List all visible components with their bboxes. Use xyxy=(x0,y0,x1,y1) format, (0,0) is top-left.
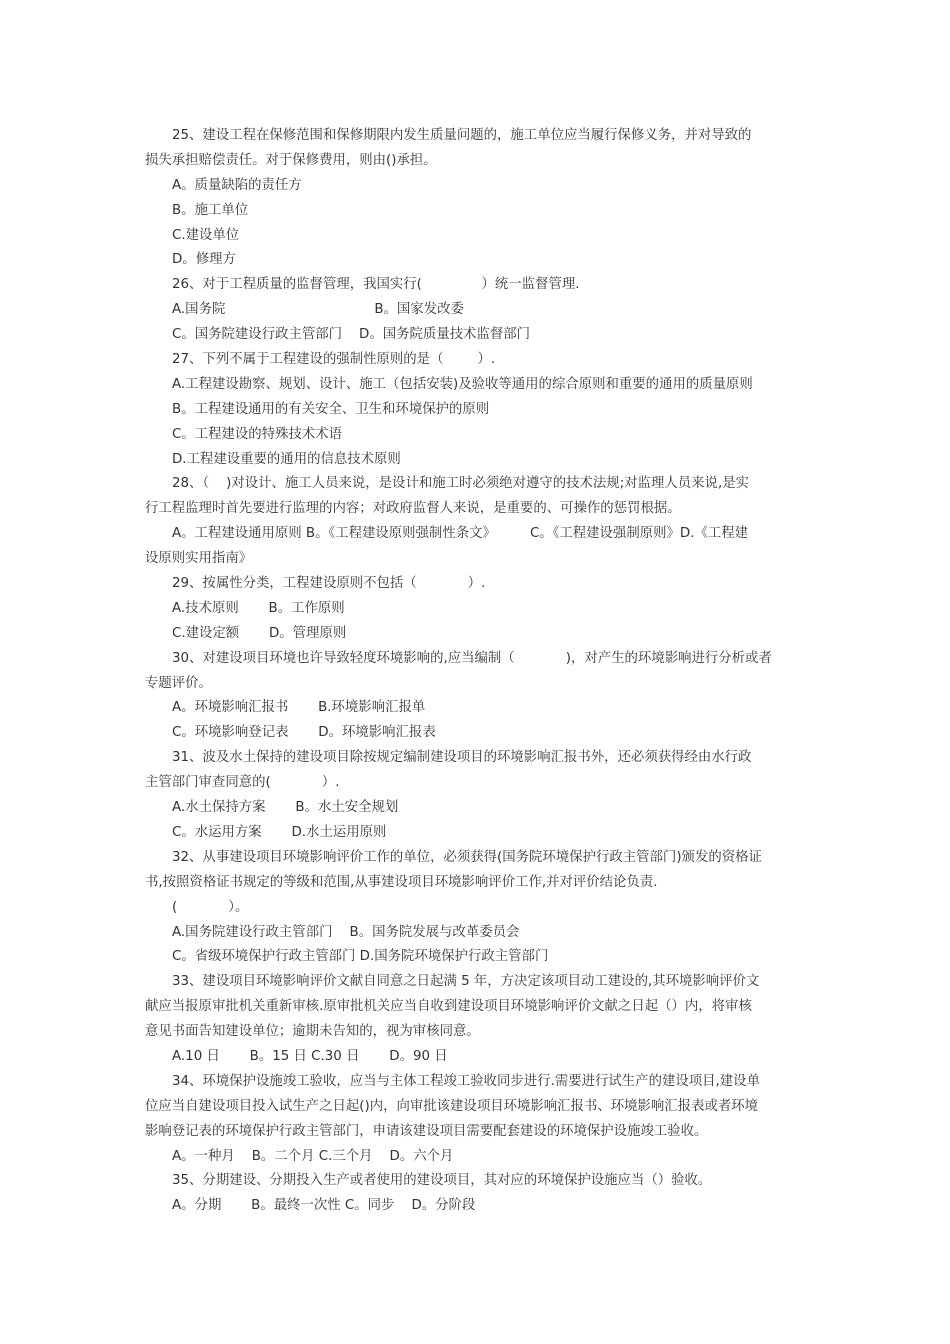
text-line: A.国务院建设行政主管部门 B。国务院发展与改革委员会 xyxy=(172,924,520,940)
text-line: 设原则实用指南》 xyxy=(145,551,253,567)
text-line: 31、波及水土保持的建设项目除按规定编制建设项目的环境影响汇报书外，还必须获得经由水行政 xyxy=(172,750,752,766)
text-line: 33、建设项目环境影响评价文献自同意之日起满 5 年，方决定该项目动工建设的,其环境影响评价文 xyxy=(172,974,760,990)
text-line: A。质量缺陷的责任方 xyxy=(172,177,302,193)
text-line: C。环境影响登记表 D。环境影响汇报表 xyxy=(172,725,436,741)
text-line: 书,按照资格证书规定的等级和范围,从事建设项目环境影响评价工作,并对评价结论负责. xyxy=(145,874,658,890)
text-line: 献应当报原审批机关重新审核.原审批机关应当自收到建设项目环境影响评价文献之日起（）内，将审核 xyxy=(145,999,752,1015)
text-line: 损失承担赔偿责任。对于保修费用，则由()承担。 xyxy=(145,152,437,168)
text-line: 32、从事建设项目环境影响评价工作的单位，必须获得(国务院环境保护行政主管部门)颁发的资格证 xyxy=(172,849,762,865)
text-line: 行工程监理时首先要进行监理的内容；对政府监督人来说，是重要的、可操作的惩罚根据。 xyxy=(145,501,681,517)
text-line: 28、（ )对设计、施工人员来说，是设计和施工时必须绝对遵守的技术法规;对监理人员来说,是实 xyxy=(172,476,749,492)
text-line: B。工程建设通用的有关安全、卫生和环境保护的原则 xyxy=(172,401,490,417)
text-line: 主管部门审查同意的( ）. xyxy=(145,775,340,791)
text-line: B。施工单位 xyxy=(172,202,249,218)
text-line: C.建设单位 xyxy=(172,227,240,243)
text-line: C。国务院建设行政主管部门 D。国务院质量技术监督部门 xyxy=(172,327,531,343)
text-line: A。一种月 B。二个月 C.三个月 D。六个月 xyxy=(172,1148,454,1164)
text-line: A。环境影响汇报书 B.环境影响汇报单 xyxy=(172,700,426,716)
text-line: 34、环境保护设施竣工验收，应当与主体工程竣工验收同步进行.需要进行试生产的建设项目,建设单 xyxy=(172,1073,760,1089)
text-line: 专题评价。 xyxy=(145,675,212,691)
text-line: 影响登记表的环境保护行政主管部门，申请该建设项目需要配套建设的环境保护设施竣工验收。 xyxy=(145,1123,708,1139)
text-line: C。工程建设的特殊技术术语 xyxy=(172,426,343,442)
text-line: 26、对于工程质量的监督管理，我国实行( ）统一监督管理. xyxy=(172,277,580,293)
text-line: 30、对建设项目环境也许导致轻度环境影响的,应当编制（ )，对产生的环境影响进行分析或者 xyxy=(172,650,772,666)
document-page xyxy=(145,124,810,1219)
text-line: A.工程建设勘察、规划、设计、施工（包括安装)及验收等通用的综合原则和重要的通用的质量原则 xyxy=(172,376,753,392)
text-line: A.技术原则 B。工作原则 xyxy=(172,600,345,616)
text-line: A。工程建设通用原则 B。《工程建设原则强制性条文》 C。《工程建设强制原则》D.《工程建 xyxy=(172,526,749,542)
text-line: 35、分期建设、分期投入生产或者使用的建设项目，其对应的环境保护设施应当（）验收。 xyxy=(172,1173,712,1189)
text-line: 位应当自建设项目投入试生产之日起()内，向审批该建设项目环境影响汇报书、环境影响汇报表或者环境 xyxy=(145,1098,759,1114)
text-line: 25、建设工程在保修范围和保修期限内发生质量问题的，施工单位应当履行保修义务，并对导致的 xyxy=(172,128,752,143)
text-line: 27、下列不属于工程建设的强制性原则的是（ ）. xyxy=(172,352,496,368)
text-line: C。水运用方案 D.水土运用原则 xyxy=(172,824,387,840)
text-line: D。修理方 xyxy=(172,252,236,268)
text-line: C.建设定额 D。管理原则 xyxy=(172,625,347,641)
text-line: A。分期 B。最终一次性 C。同步 D。分阶段 xyxy=(172,1198,476,1214)
text-line: 29、按属性分类，工程建设原则不包括（ ）. xyxy=(172,576,486,592)
text-line: D.工程建设重要的通用的信息技术原则 xyxy=(172,451,401,467)
text-line: 意见书面告知建设单位；逾期未告知的，视为审核同意。 xyxy=(145,1024,480,1040)
text-line: A.国务院 B。国家发改委 xyxy=(172,302,464,318)
text-line: ( ）。 xyxy=(172,899,249,915)
text-line: A.水土保持方案 B。水土安全规划 xyxy=(172,800,399,816)
text-line: A.10 日 B。15 日 C.30 日 D。90 日 xyxy=(172,1048,448,1064)
text-line: C。省级环境保护行政主管部门 D.国务院环境保护行政主管部门 xyxy=(172,949,549,965)
